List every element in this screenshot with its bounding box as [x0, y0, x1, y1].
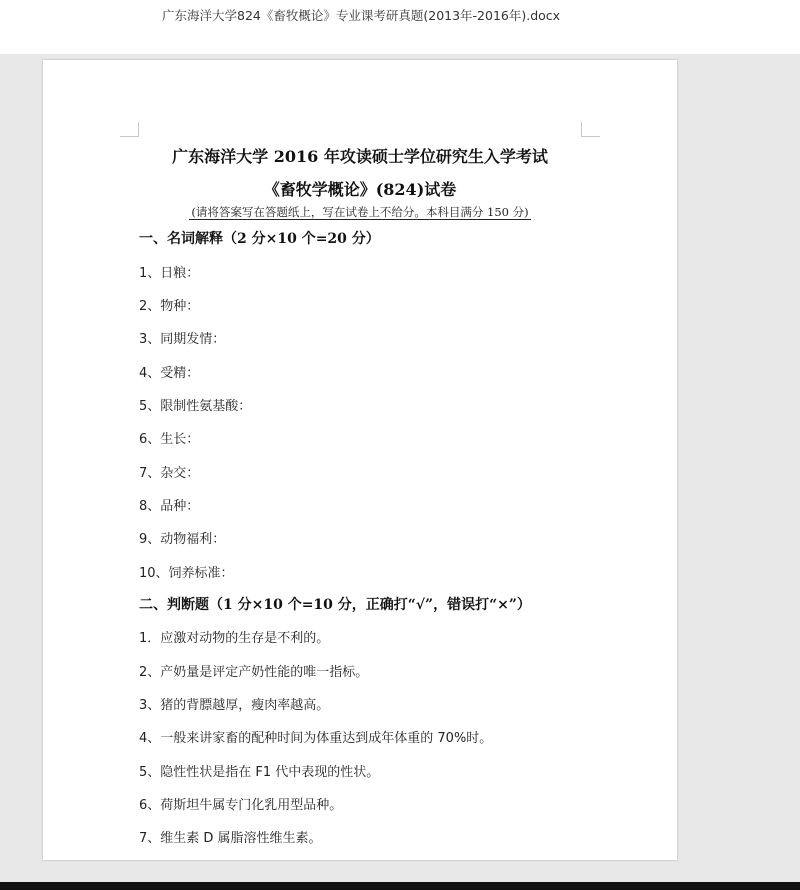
list-item: 5、限制性氨基酸：	[139, 399, 252, 414]
list-item: 2、产奶量是评定产奶性能的唯一指标。	[139, 665, 369, 680]
list-item: 1、日粮：	[139, 266, 200, 281]
section-heading: 二、判断题（1 分×10 个=10 分，正确打“√”，错误打“×”）	[139, 597, 531, 613]
exam-title: 广东海洋大学 2016 年攻读硕士学位研究生入学考试	[172, 147, 548, 166]
list-item: 4、受精：	[139, 366, 200, 381]
list-item: 3、猪的背膘越厚，瘦肉率越高。	[139, 698, 330, 713]
list-item: 7、杂交：	[139, 466, 200, 481]
list-item: 3、同期发情：	[139, 332, 226, 347]
list-item: 4、一般来讲家畜的配种时间为体重达到成年体重的 70%时。	[139, 731, 493, 746]
margin-corner-mark	[120, 122, 139, 137]
list-item: 1．应激对动物的生存是不利的。	[139, 631, 330, 646]
list-item: 2、物种：	[139, 299, 200, 314]
bottom-edge	[0, 882, 800, 890]
section-heading: 一、名词解释（2 分×10 个=20 分）	[139, 231, 380, 247]
exam-subtitle: 《畜牧学概论》(824)试卷	[263, 180, 457, 199]
list-item: 6、荷斯坦牛属专门化乳用型品种。	[139, 798, 343, 813]
list-item: 6、生长：	[139, 432, 200, 447]
list-item: 8、品种：	[139, 499, 200, 514]
instruction-text: (请将答案写在答题纸上，写在试卷上不给分。本科目满分 150 分)	[191, 205, 529, 219]
list-item: 7、维生素 D 属脂溶性维生素。	[139, 831, 322, 846]
margin-corner-mark	[581, 122, 600, 137]
document-page[interactable]	[43, 60, 677, 860]
list-item: 9、动物福利：	[139, 532, 226, 547]
document-title: 广东海洋大学824《畜牧概论》专业课考研真题(2013年-2016年).docx	[162, 8, 561, 23]
exam-instruction	[43, 204, 677, 220]
list-item: 10、饲养标准：	[139, 566, 234, 581]
title-bar	[0, 0, 800, 54]
list-item: 5、隐性性状是指在 F1 代中表现的性状。	[139, 765, 380, 780]
